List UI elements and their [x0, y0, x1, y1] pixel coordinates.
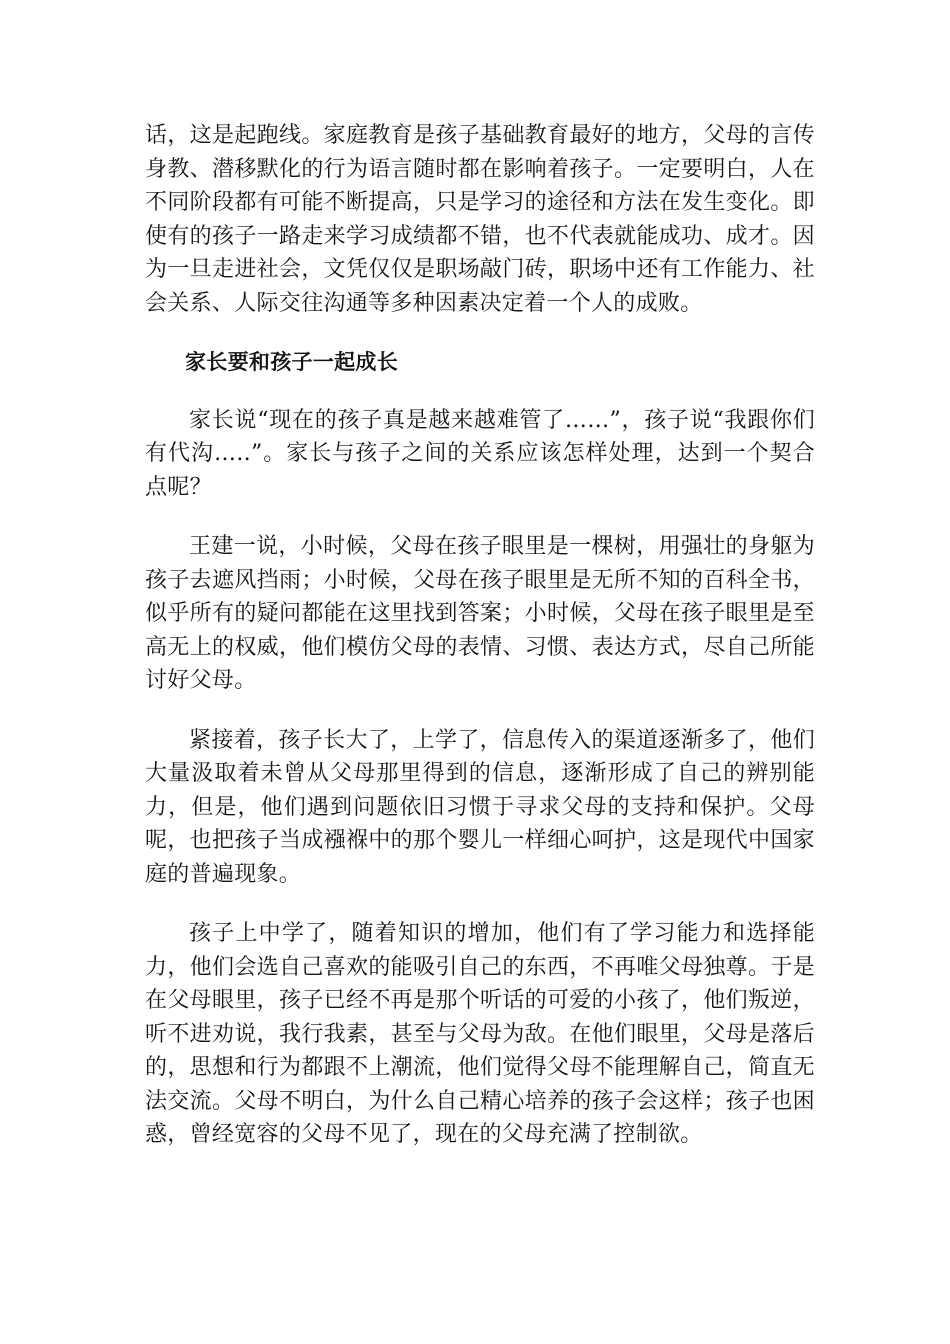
paragraph-childhood: 王建一说，小时候，父母在孩子眼里是一棵树，用强壮的身躯为孩子去遮风挡雨；小时候，父母在孩子眼里是无所不知的百科全书，似乎所有的疑问都能在这里找到答案；小时候，父母在孩子眼里是至高无上的权威，他们模仿父母的表情、习惯、表达方式，尽自己所能讨好父母。 [145, 534, 815, 693]
paragraph-quote: 家长说“现在的孩子真是越来越难管了……”，孩子说“我跟你们有代沟…..”。家长与孩子之间的关系应该怎样处理，达到一个契合点呢？ [145, 407, 815, 500]
paragraph-continued: 话，这是起跑线。家庭教育是孩子基础教育最好的地方，父母的言传身教、潜移默化的行为语言随时都在影响着孩子。一定要明白，人在不同阶段都有可能不断提高，只是学习的途径和方法在发生变化。即使有的孩子一路走来学习成绩都不错，也不代表就能成功、成才。因为一旦走进社会，文凭仅仅是职场敲门砖，职场中还有工作能力、社会关系、人际交往沟通等多种因素决定着一个人的成败。 [145, 123, 815, 316]
paragraph-growing-up: 紧接着，孩子长大了，上学了，信息传入的渠道逐渐多了，他们大量汲取着未曾从父母那里得到的信息，逐渐形成了自己的辨别能力，但是，他们遇到问题依旧习惯于寻求父母的支持和保护。父母呢，也把孩子当成襁褓中的那个婴儿一样细心呵护，这是现代中国家庭的普遍现象。 [145, 727, 815, 887]
section-heading: 家长要和孩子一起成长 [185, 350, 398, 374]
paragraph-middle-school: 孩子上中学了，随着知识的增加，他们有了学习能力和选择能力，他们会选自己喜欢的能吸引自己的东西，不再唯父母独尊。于是在父母眼里，孩子已经不再是那个听话的可爱的小孩了，他们叛逆，听不进劝说，我行我素，甚至与父母为敌。在他们眼里，父母是落后的，思想和行为都跟不上潮流，他们觉得父母不能理解自己，简直无法交流。父母不明白，为什么自己精心培养的孩子会这样；孩子也困惑，曾经宽容的父母不见了，现在的父母充满了控制欲。 [145, 921, 815, 1147]
document-page [145, 119, 815, 1178]
